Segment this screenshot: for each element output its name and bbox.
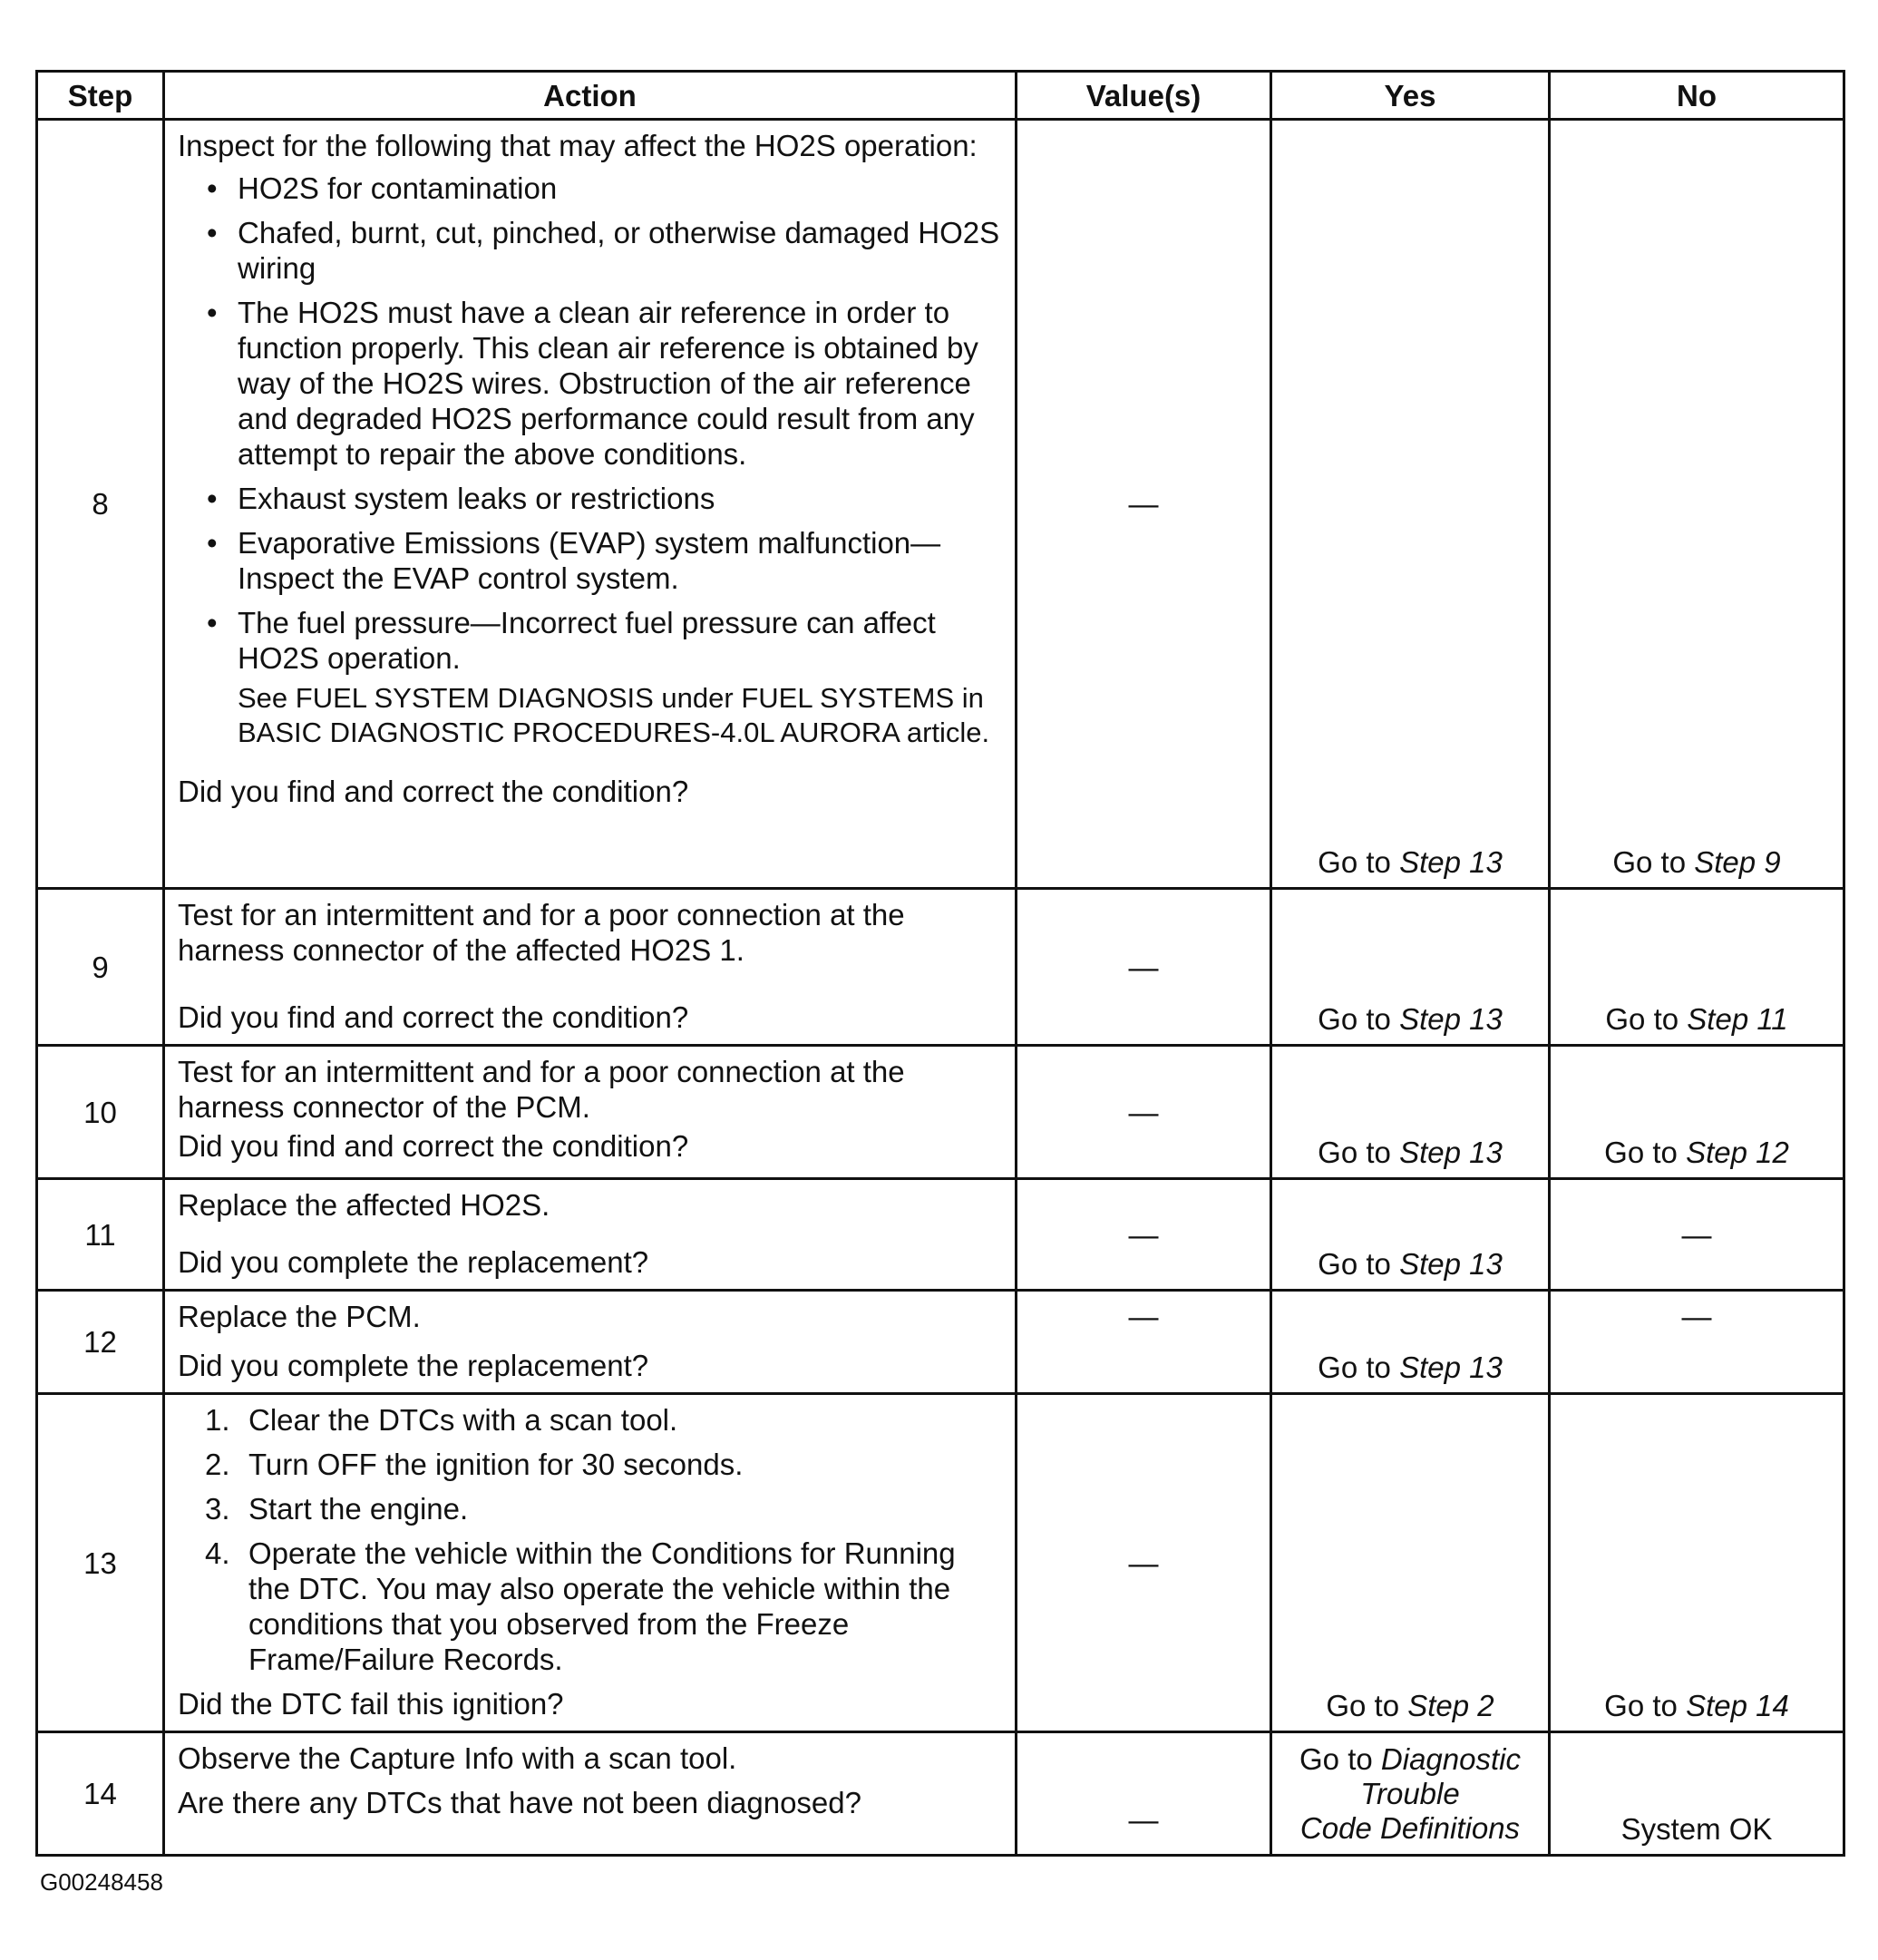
action-question: Did you find and correct the condition? xyxy=(178,1000,689,1034)
step-reference: Step 13 xyxy=(1399,1136,1503,1169)
action-question: Did you find and correct the condition? xyxy=(178,1129,689,1163)
list-item: • Evaporative Emissions (EVAP) system malfunction—Inspect the EVAP control system. xyxy=(205,525,1002,596)
yes-cell: Go to Step 13 xyxy=(1271,1179,1550,1291)
list-item: 1. Clear the DTCs with a scan tool. xyxy=(205,1403,678,1437)
step-number: 9 xyxy=(37,889,164,1046)
list-item: • The fuel pressure—Incorrect fuel pressure can affect HO2S operation. xyxy=(205,605,1002,676)
yes-cell: Go to Step 13 xyxy=(1271,889,1550,1046)
step-number: 8 xyxy=(37,120,164,889)
no-cell: System OK xyxy=(1550,1732,1844,1856)
value-cell: — xyxy=(1017,1046,1271,1179)
header-yes: Yes xyxy=(1271,72,1550,120)
action-intro: Test for an intermittent and for a poor connection at the harness connector of the PCM. xyxy=(178,1055,905,1124)
step-number: 12 xyxy=(37,1291,164,1394)
table-row xyxy=(37,1394,1844,1732)
step-number: 11 xyxy=(37,1179,164,1291)
diagnostic-table xyxy=(35,70,1845,1857)
step-reference: Step 14 xyxy=(1686,1689,1789,1722)
action-cell xyxy=(164,1732,1017,1856)
table-row xyxy=(37,1046,1844,1179)
step-reference: Trouble xyxy=(1360,1776,1460,1810)
action-cell xyxy=(164,1291,1017,1394)
action-intro: Observe the Capture Info with a scan tool. xyxy=(178,1741,737,1775)
step-reference: Step 13 xyxy=(1399,845,1503,879)
action-intro: Replace the affected HO2S. xyxy=(178,1188,550,1222)
numbered-list xyxy=(178,1402,1002,1677)
value-cell: — xyxy=(1017,1394,1271,1732)
reference-note: See FUEL SYSTEM DIAGNOSIS under FUEL SYSTEMS in BASIC DIAGNOSTIC PROCEDURES-4.0L AURORA article. xyxy=(238,682,990,748)
step-reference: Code Definitions xyxy=(1299,1810,1521,1845)
no-cell: Go to Step 9 xyxy=(1550,120,1844,889)
list-item: • Exhaust system leaks or restrictions xyxy=(205,481,1002,516)
action-intro: Test for an intermittent and for a poor connection at the harness connector of the affected HO2S 1. xyxy=(178,898,905,967)
step-reference: Step 13 xyxy=(1399,1351,1503,1384)
step-number: 14 xyxy=(37,1732,164,1856)
table-header-row xyxy=(37,72,1844,120)
table-row xyxy=(37,1291,1844,1394)
no-cell: Go to Step 12 xyxy=(1550,1046,1844,1179)
yes-cell: Go to Step 2 xyxy=(1271,1394,1550,1732)
yes-cell: Go to Step 13 xyxy=(1271,120,1550,889)
value-cell: — xyxy=(1017,120,1271,889)
list-item: 4. Operate the vehicle within the Conditions for Running the DTC. You may also operate the vehicle within the conditions that you observed from the Freeze Frame/Failure Records. xyxy=(205,1536,956,1676)
table-row xyxy=(37,1179,1844,1291)
action-cell xyxy=(164,1394,1017,1732)
step-number: 10 xyxy=(37,1046,164,1179)
no-cell: Go to Step 11 xyxy=(1550,889,1844,1046)
step-reference: Step 11 xyxy=(1687,1002,1788,1036)
header-step: Step xyxy=(37,72,164,120)
step-reference: Step 13 xyxy=(1399,1002,1503,1036)
action-intro: Inspect for the following that may affect the HO2S operation: xyxy=(178,129,978,162)
action-question: Did you complete the replacement? xyxy=(178,1349,649,1382)
value-cell: — xyxy=(1017,1179,1271,1291)
step-reference: Diagnostic xyxy=(1380,1741,1521,1776)
value-cell: — xyxy=(1017,1291,1271,1394)
action-cell xyxy=(164,1179,1017,1291)
value-cell: — xyxy=(1017,1732,1271,1856)
yes-cell: Go to Step 13 xyxy=(1271,1291,1550,1394)
list-item: • The HO2S must have a clean air reference in order to function properly. This clean air reference is obtained by way of the HO2S wires. Obstruction of the air reference and degraded HO2S performance could result from any attempt to repair the above conditions. xyxy=(205,295,1002,472)
list-item: 2. Turn OFF the ignition for 30 seconds. xyxy=(205,1448,744,1481)
header-values: Value(s) xyxy=(1017,72,1271,120)
action-cell xyxy=(164,120,1017,889)
no-cell: — xyxy=(1550,1179,1844,1291)
yes-cell: Go to Step 13 xyxy=(1271,1046,1550,1179)
table-row xyxy=(37,1732,1844,1856)
step-reference: Step 13 xyxy=(1399,1247,1503,1281)
header-no: No xyxy=(1550,72,1844,120)
action-question: Did the DTC fail this ignition? xyxy=(178,1687,564,1721)
no-cell: Go to Step 14 xyxy=(1550,1394,1844,1732)
yes-cell: Go to Diagnostic Trouble Code Definitions xyxy=(1271,1732,1550,1856)
table-row xyxy=(37,889,1844,1046)
step-number: 13 xyxy=(37,1394,164,1732)
action-intro: Replace the PCM. xyxy=(178,1300,421,1333)
no-cell: — xyxy=(1550,1291,1844,1394)
table-row xyxy=(37,120,1844,889)
step-reference: Step 12 xyxy=(1686,1136,1789,1169)
step-reference: Step 2 xyxy=(1407,1689,1494,1722)
list-item: • Chafed, burnt, cut, pinched, or otherwise damaged HO2S wiring xyxy=(205,215,1002,286)
action-cell xyxy=(164,889,1017,1046)
step-reference: Step 9 xyxy=(1694,845,1781,879)
action-question: Did you find and correct the condition? xyxy=(178,775,689,808)
value-cell: — xyxy=(1017,889,1271,1046)
list-item: 3. Start the engine. xyxy=(205,1492,469,1526)
action-question: Did you complete the replacement? xyxy=(178,1245,649,1279)
figure-id: G00248458 xyxy=(40,1868,163,1896)
action-cell xyxy=(164,1046,1017,1179)
bullet-list xyxy=(178,171,1002,676)
action-question: Are there any DTCs that have not been diagnosed? xyxy=(178,1786,861,1819)
list-item: • HO2S for contamination xyxy=(205,171,1002,206)
header-action: Action xyxy=(164,72,1017,120)
